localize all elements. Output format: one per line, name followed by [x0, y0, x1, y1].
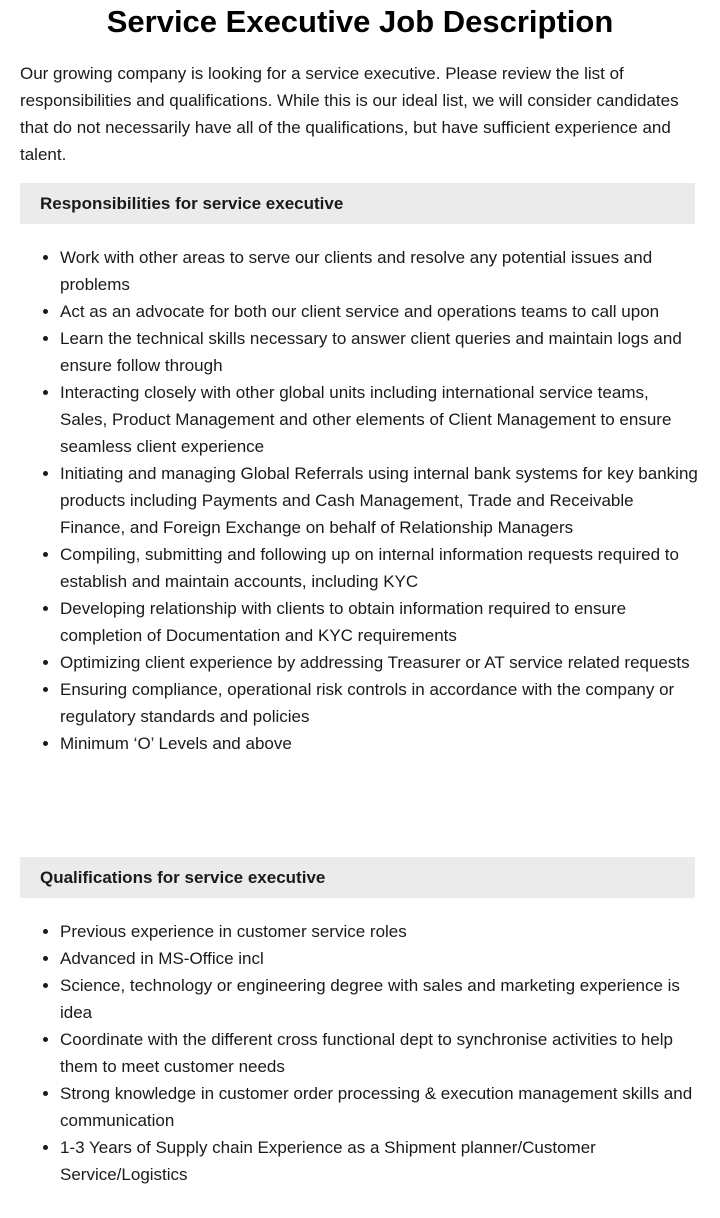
list-item: • Act as an advocate for both our client service and operations teams to call upon — [60, 298, 700, 325]
list-item: • 1-3 Years of Supply chain Experience as a Shipment planner/Customer Service/Logistics — [60, 1134, 700, 1188]
list-item: • Ensuring compliance, operational risk controls in accordance with the company or regulatory standards and policies — [60, 676, 700, 730]
list-item: • Initiating and managing Global Referrals using internal bank systems for key banking products including Payments and Cash Management, Trade and Receivable Finance, and Foreign Exchange on behalf of Relationship Managers — [60, 460, 700, 541]
list-item: • Compiling, submitting and following up on internal information requests required to establish and maintain accounts, including KYC — [60, 541, 700, 595]
list-item: • Work with other areas to serve our clients and resolve any potential issues and problems — [60, 244, 700, 298]
list-item: • Strong knowledge in customer order processing & execution management skills and communication — [60, 1080, 700, 1134]
list-item: • Coordinate with the different cross functional dept to synchronise activities to help them to meet customer needs — [60, 1026, 700, 1080]
responsibilities-list — [20, 244, 700, 757]
list-item: • Interacting closely with other global units including international service teams, Sales, Product Management and other elements of Client Management to ensure seamless client experience — [60, 379, 700, 460]
qualifications-heading: Qualifications for service executive — [20, 857, 695, 898]
list-item: • Science, technology or engineering degree with sales and marketing experience is idea — [60, 972, 700, 1026]
list-item: • Optimizing client experience by addressing Treasurer or AT service related requests — [60, 649, 700, 676]
list-item: • Previous experience in customer service roles — [60, 918, 700, 945]
list-item: • Learn the technical skills necessary to answer client queries and maintain logs and ensure follow through — [60, 325, 700, 379]
responsibilities-heading: Responsibilities for service executive — [20, 183, 695, 224]
list-item: • Developing relationship with clients to obtain information required to ensure completion of Documentation and KYC requirements — [60, 595, 700, 649]
list-item: • Minimum ‘O’ Levels and above — [60, 730, 700, 757]
intro-paragraph: Our growing company is looking for a service executive. Please review the list of responsibilities and qualifications. While this is our ideal list, we will consider candidates that do not necessarily have all of the qualifications, but have sufficient experience and talent. — [20, 64, 679, 164]
page-title: Service Executive Job Description — [106, 4, 614, 39]
qualifications-list — [20, 918, 700, 1188]
list-item: • Advanced in MS-Office incl — [60, 945, 700, 972]
